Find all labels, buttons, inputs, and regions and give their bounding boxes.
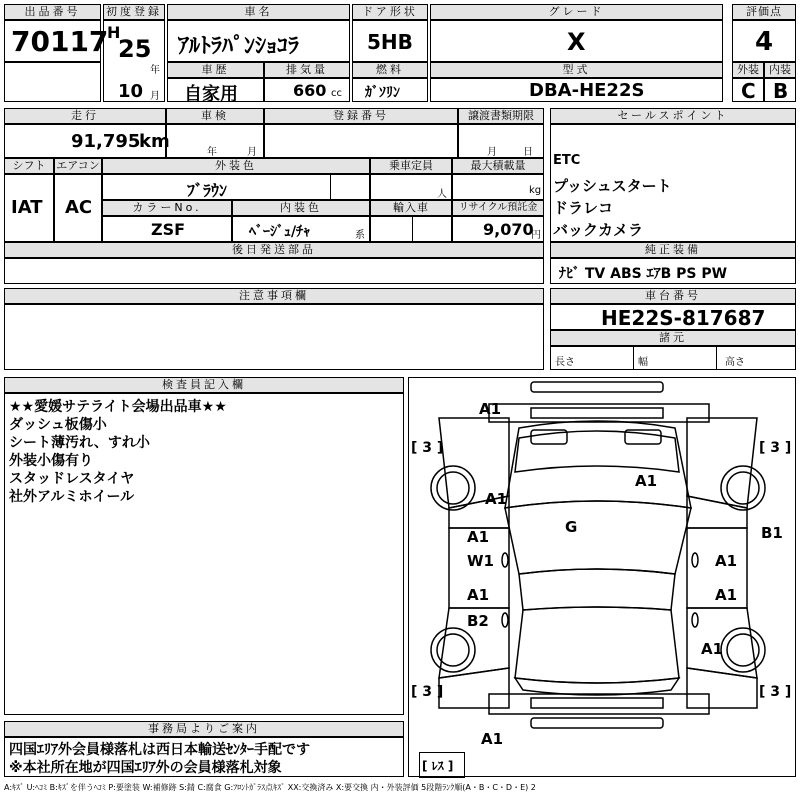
car-diagram [408, 377, 796, 777]
transfer-month-unit: 月 [487, 147, 497, 158]
lot-number-spare [4, 62, 101, 102]
mark-left-front-door-w: W1 [467, 552, 494, 570]
reg-month: 10 [118, 81, 144, 102]
transfer-day-unit: 日 [523, 147, 533, 158]
spec-width [633, 346, 717, 370]
later-parts-cell [4, 258, 544, 284]
transfer-docs-header: 譲渡書類期限 [458, 108, 544, 124]
inspector-note-4: スタッドレスタイヤ [9, 471, 135, 487]
sales-point-2: ドラレコ [553, 199, 614, 217]
mileage-header: 走行 [4, 108, 166, 124]
fuel-header: 燃料 [352, 62, 428, 78]
sales-points-cell [550, 124, 796, 242]
mark-right-rear-door: A1 [715, 586, 738, 604]
lot-number: 70117 [11, 25, 109, 58]
shift: IAT [11, 197, 43, 218]
fuel-cell [352, 78, 428, 102]
spare-tire-box [419, 752, 465, 778]
interior-rating: B [773, 79, 789, 103]
office-info-header: 事務局よりご案内 [4, 721, 404, 737]
import-header: 輸入車 [370, 200, 452, 216]
office-info-cell [4, 737, 404, 777]
shift-cell [4, 174, 54, 242]
mark-front-bumper: A1 [479, 400, 502, 418]
door-type: 5HB [367, 30, 413, 54]
color-no-header: カラーNo. [102, 200, 232, 216]
color-no-cell [102, 216, 232, 242]
aircon-header: エアコン [54, 158, 102, 174]
mark-left-front-fender: A1 [485, 490, 508, 508]
inspection-header: 車検 [166, 108, 264, 124]
era: H [107, 23, 121, 42]
reg-year: 25 [118, 35, 152, 63]
specs-header: 諸元 [550, 330, 796, 346]
chassis-cell [550, 304, 796, 330]
car-name-cell [167, 20, 350, 62]
mark-left-front-door-a: A1 [467, 528, 490, 546]
fuel: ｶﾞｿﾘﾝ [365, 85, 400, 101]
model-code-header: 型式 [430, 62, 723, 78]
spec-length [550, 346, 634, 370]
rating: 4 [755, 27, 774, 57]
lot-number-header: 出品番号 [4, 4, 101, 20]
sales-point-0: ETC [553, 153, 581, 168]
max-load-cell [452, 174, 544, 200]
spec-width-label: 幅 [638, 357, 648, 368]
inspector-note-2: シート薄汚れ、すれ小 [9, 435, 150, 451]
inspector-header: 検査員記入欄 [4, 377, 404, 393]
lot-number-cell [4, 20, 109, 62]
mileage-cell [4, 124, 170, 158]
mark-rear-bumper: A1 [481, 730, 504, 748]
office-note-0: 四国ｴﾘｱ外会員様落札は西日本輸送ｾﾝﾀｰ手配です [9, 742, 310, 758]
sales-point-1: プッシュスタート [553, 177, 672, 195]
int-color-cell [232, 216, 370, 242]
model-code: DBA-HE22S [529, 80, 645, 101]
ext-color-header: 外装色 [102, 158, 370, 174]
mark-right-rear-fender: A1 [701, 640, 724, 658]
aircon-cell [54, 174, 102, 242]
inspector-note-3: 外装小傷有り [9, 453, 93, 469]
inspection-cell [166, 124, 264, 158]
car-outline-drawing [409, 378, 797, 778]
genuine-equipment-header: 純正装備 [550, 242, 796, 258]
mark-right-side-panel: B1 [761, 524, 783, 542]
aircon: AC [65, 197, 93, 218]
reg-month-unit: 月 [150, 91, 160, 102]
displacement-header: 排気量 [264, 62, 350, 78]
capacity-header: 乗車定員 [370, 158, 452, 174]
grade-cell [430, 20, 723, 62]
shift-header: シフト [4, 158, 54, 174]
mark-tire-fl: [ 3 ] [411, 440, 444, 456]
first-reg-header: 初度登録 [103, 4, 165, 20]
door-type-header: ドア形状 [352, 4, 428, 20]
inspection-month-unit: 月 [247, 147, 257, 158]
max-load-header: 最大積載量 [452, 158, 544, 174]
mark-left-rear-door-a: A1 [467, 586, 490, 604]
first-reg-cell [103, 20, 165, 102]
interior-header: 内装 [764, 62, 796, 78]
reg-number-header: 登録番号 [264, 108, 458, 124]
interior-cell [764, 78, 796, 102]
car-name-header: 車名 [167, 4, 350, 20]
history: 自家用 [184, 84, 238, 105]
spec-height-label: 高さ [725, 357, 745, 368]
rating-header: 評価点 [732, 4, 796, 20]
sales-points-header: セールスポイント [550, 108, 796, 124]
sales-point-3: バックカメラ [553, 221, 644, 239]
int-color-suffix: 系 [355, 230, 365, 241]
later-parts-header: 後日発送部品 [4, 242, 544, 258]
capacity-cell [370, 174, 452, 200]
office-note-1: ※本社所在地が四国ｴﾘｱ外の会員様落札対象 [9, 760, 282, 776]
genuine-equipment: ﾅﾋﾞ TV ABS ｴｱB PS PW [559, 266, 728, 282]
notes-header: 注意事項欄 [4, 288, 544, 304]
chassis-header: 車台番号 [550, 288, 796, 304]
recycle-cell [452, 216, 544, 242]
mileage-unit: km [139, 131, 170, 152]
capacity-unit: 人 [437, 189, 447, 200]
legend: A:ｷｽﾞ U:ﾍｺﾐ B:ｷｽﾞを伴うﾍｺﾐ P:要塗装 W:補修跡 S:錆 C:腐食 G:ﾌﾛﾝﾄｶﾞﾗｽ点ｷｽﾞ XX:交換済み X:要交換 内・外装評価 5段階ﾗﾝｸ順(A・B・C・D・E) 2 [4, 783, 536, 792]
inspector-cell [4, 393, 404, 715]
displacement-cell [264, 78, 350, 102]
model-code-cell [430, 78, 723, 102]
displacement: 660 [293, 81, 327, 100]
history-cell [167, 78, 264, 105]
ext-color-divider [330, 174, 370, 200]
recycle-header: リサイクル預託金 [452, 200, 544, 216]
int-color-header: 内装色 [232, 200, 370, 216]
mark-hood: A1 [635, 472, 658, 490]
mark-right-front-door: A1 [715, 552, 738, 570]
inspector-note-0: ★★愛媛サテライト会場出品車★★ [9, 399, 227, 415]
history-header: 車歴 [167, 62, 264, 78]
mark-tire-fr: [ 3 ] [759, 440, 792, 456]
inspector-note-1: ダッシュ板傷小 [9, 417, 107, 433]
genuine-equipment-cell [550, 258, 796, 284]
exterior-header: 外装 [732, 62, 764, 78]
recycle: 9,070 [483, 220, 534, 239]
mark-tire-rr: [ 3 ] [759, 684, 792, 700]
color-no: ZSF [151, 220, 186, 239]
notes-cell [4, 304, 544, 370]
recycle-unit: 円 [531, 230, 541, 241]
transfer-docs-cell [458, 124, 544, 158]
mark-windshield: G [565, 518, 578, 536]
specs-cell [550, 346, 796, 370]
int-color: ﾍﾞｰｼﾞｭ/ﾁｬ [249, 224, 311, 240]
grade: X [567, 28, 586, 56]
inspection-year-unit: 年 [207, 147, 217, 158]
mark-tire-rl: [ 3 ] [411, 684, 444, 700]
rating-cell [732, 20, 796, 62]
max-load-unit: kg [529, 185, 542, 196]
door-type-cell [352, 20, 428, 62]
chassis-number: HE22S-817687 [601, 306, 766, 330]
exterior-rating: C [741, 79, 756, 103]
reg-number-cell [264, 124, 458, 158]
grade-header: グレード [430, 4, 723, 20]
car-name: ｱﾙﾄﾗﾊﾟﾝｼｮｺﾗ [178, 34, 300, 59]
import-divider [412, 216, 452, 242]
exterior-cell [732, 78, 764, 102]
displacement-unit: cc [331, 88, 342, 99]
spec-length-label: 長さ [555, 357, 575, 368]
mark-left-rear-door-b: B2 [467, 612, 489, 630]
mileage: 91,795 [71, 131, 141, 152]
mark-spare: [ ﾚｽ ] [422, 759, 454, 773]
reg-year-unit: 年 [150, 65, 160, 76]
inspector-note-5: 社外アルミホイール [9, 489, 135, 505]
ext-color: ﾌﾞﾗｳﾝ [187, 181, 228, 200]
